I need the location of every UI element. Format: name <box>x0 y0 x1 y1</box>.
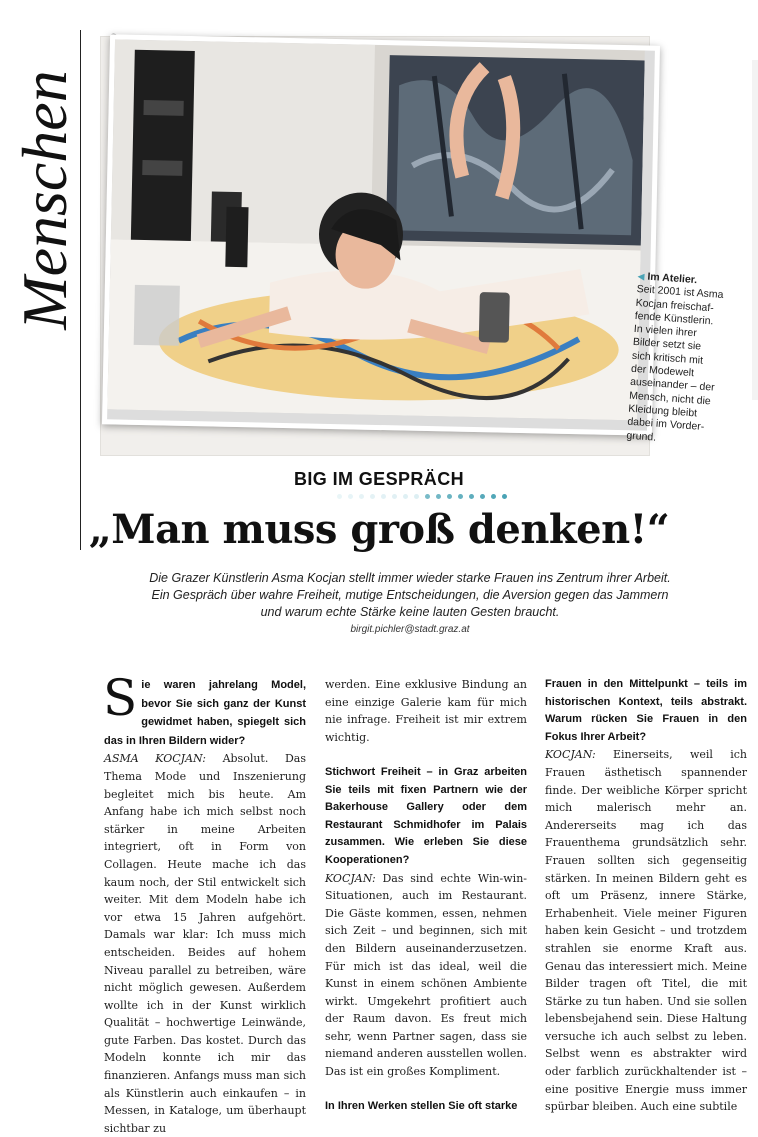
page-edge <box>752 60 758 400</box>
article-column-3 <box>545 676 747 1116</box>
caption-line: grund. <box>626 429 657 444</box>
divider-dot <box>348 494 353 499</box>
question: In Ihren Werken stellen Sie oft starke <box>325 1100 518 1113</box>
caption-line: fende Künstlerin. <box>634 309 714 328</box>
divider-dot <box>392 494 397 499</box>
caption-line: Seit 2001 ist Asma <box>636 283 724 302</box>
divider-dot <box>337 494 342 499</box>
divider-dot <box>359 494 364 499</box>
caption-line: der Modewelt <box>630 362 695 380</box>
speaker: KOCJAN: <box>325 871 376 885</box>
section-label: Menschen <box>9 70 80 330</box>
caption-line: auseinander – der <box>629 376 716 394</box>
question: Frauen in den Mittelpunkt – teils im historischen Kontext, teils abstrakt. Warum rücken Sie Frauen in den Fokus Ihrer Arbeit? <box>545 678 747 743</box>
divider-dot <box>414 494 419 499</box>
answer: Das sind echte Win-win-Situationen, auch im Restaurant. Die Gäste kommen, essen, nehmen sich Zeit – und beginnen, sich mit den Bildern auseinanderzusetzen. Für mich ist das ideal, weil die Kunst in einem schönen Ambiente wirkt. Umgekehrt profitiert auch der Raum davon. Es freut mich sehr, wenn Partner sagen, dass sie niemand anderen ausstellen wollen. Das ist ein großes Kompliment. <box>325 871 527 1079</box>
divider-dot <box>436 494 441 499</box>
artist-photo <box>102 34 660 435</box>
divider-dot <box>502 494 507 499</box>
caption-line: In vielen ihrer <box>633 323 698 340</box>
article-column-1 <box>103 669 306 1137</box>
answer: werden. Eine exklusive Bindung an eine einzige Galerie kam für mich nie infrage. Freiheit ist mir extrem wichtig. <box>325 678 527 744</box>
divider-dot <box>491 494 496 499</box>
caption-line: sich kritisch mit <box>631 349 704 367</box>
divider-dot <box>458 494 463 499</box>
lead-text <box>130 570 690 621</box>
divider-dot <box>403 494 408 499</box>
caption-line: Kocjan freischaf- <box>635 296 715 314</box>
article-column-2 <box>325 676 527 1116</box>
divider-dot <box>425 494 430 499</box>
divider-dot <box>480 494 485 499</box>
caption-line: dabei im Vorder- <box>626 415 705 434</box>
speaker: KOCJAN: <box>545 748 596 762</box>
dot-divider <box>337 494 517 500</box>
author-email[interactable]: birgit.pichler@stadt.graz.at <box>350 624 470 635</box>
divider-dot <box>370 494 375 499</box>
question: Stichwort Freiheit – in Graz arbeiten Sie teils mit fixen Partnern wie der Bakerhouse Gallery oder dem Restaurant Schmidhofer im Palais zusammen. Wie erleben Sie diese Kooperationen? <box>325 765 527 866</box>
divider-dot <box>381 494 386 499</box>
caption-line: Mensch, nicht die <box>628 389 712 408</box>
headline: „Man muss groß denken!“ <box>88 506 670 553</box>
answer: Absolut. Das Thema Mode und Inszenierung begleitet mich bis heute. Am Anfang habe ich mich selbst noch stärker in meine Arbeiten integriert, oft in Form von Collagen. Heute mache ich das kaum noch, der Stil entwickelt sich weiter. Mit dem Modeln habe ich vor etwa 15 Jahren aufgehört. Damals war klar: Ich muss mich entscheiden. Beides auf hohem Niveau parallel zu betreiben, wäre nicht möglich gewesen. Außerdem wollte ich in der Kunst wirklich Qualität – hochwertige Leinwände, gute Farben. Das kostet. Durch das Modeln konnte ich mir das finanzieren. Anfangs muss man sich als Künstlerin auch einkaufen – in Messen, in Kataloge, um überhaupt sichtbar zu <box>104 752 306 1135</box>
divider-dot <box>469 494 474 499</box>
caption-arrow-icon: ◀ <box>637 270 645 282</box>
caption-line: Bilder setzt sie <box>632 336 702 354</box>
lead-line: Ein Gespräch über wahre Freiheit, mutige Entscheidungen, die Aversion gegen das Jammern <box>151 588 669 602</box>
question: ie waren jahrelang Model, bevor Sie sich ganz der Kunst gewidmet haben, spiegelt sich das in Ihren Bildern wider? <box>104 679 306 747</box>
lead-line: Die Grazer Künstlerin Asma Kocjan stellt immer wieder starke Frauen ins Zentrum ihrer Arbeit. <box>149 571 671 585</box>
kicker: BIG IM GESPRÄCH <box>293 469 464 489</box>
caption-line: Kleidung bleibt <box>627 402 698 420</box>
divider-dot <box>447 494 452 499</box>
speaker: ASMA KOCJAN: <box>104 752 206 766</box>
dropcap: S <box>103 669 138 727</box>
photo-caption <box>626 270 748 450</box>
lead-line: und warum echte Stärke keine lauten Gesten braucht. <box>260 605 560 619</box>
caption-title: Im Atelier. <box>647 270 698 287</box>
answer: Einerseits, weil ich Frauen ästhetisch spannender finde. Der weibliche Körper spricht mich malerisch mehr an. Andererseits mag ich das Frauenthema grundsätzlich sehr. Frauen sollten sich gegenseitig stärken. In meinen Bildern geht es oft um Präsenz, innere Stärke, Erhabenheit. Viele meiner Figuren haben kein Gesicht – und trotzdem strahlen sie enorme Kraft aus. Genau das interessiert mich. Meine Bilder tragen oft Titel, die mit Stärke zu tun haben. Und sie sollen lebensbejahend sein. Diese Haltung versuche ich auch selbst zu leben. Selbst wenn es abstrakter wird oder farblich zurückhaltender ist – eine positive Energie muss immer spürbar bleiben. Auch eine subtile <box>545 748 747 1114</box>
